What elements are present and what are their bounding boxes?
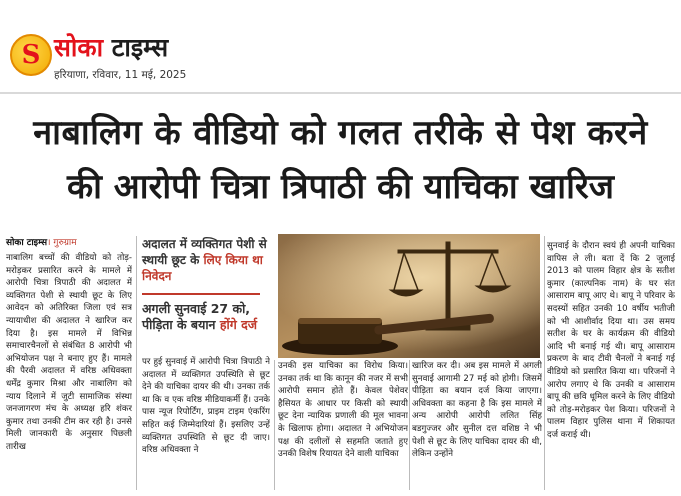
- article-column-2: पर हुई सुनवाई में आरोपी चित्रा त्रिपाठी ने अदालत में व्यक्तिगत उपस्थिति से छूट देने की याचिका दायर की थी। उनका तर्क था कि व एक वरिष्ठ मीडियाकर्मी हैं। उनके पास न्यूज रिपोर्टिंग, प्राइम टाइम एंकरिंग सहित कई जिम्मेदारियां हैं। इसलिए उन्हें व्यक्तिगत उपस्थिति से छूट दी जाए। वरिष्ठ अधिवक्ता ने: [142, 357, 270, 456]
- column-divider: [544, 236, 545, 490]
- headline-line-1: नाबालिग के वीडियो को गलत तरीके से पेश करने: [33, 113, 648, 153]
- article-column-5: सुनवाई के दौरान स्वयं ही अपनी याचिका वापिस ले ली। बता दें कि 2 जुलाई 2013 को पालम विहार क्षेत्र के सतीश कुमार (काल्पनिक नाम) के घर संत आसाराम बापू आए थे। बापू ने परिवार के सदस्यों सहित उनकी 10 वर्षीय भतीजी को भी आशीर्वाद दिया था। उस समय सतीश के घर के कार्यक्रम की वीडियो आदि भी बनाई गई थी। बापू आसाराम प्रकरण के बाद टीवी चैनलों ने बनाई गई वीडियो को प्रसारित किया था। परिजनों ने आरोप लगाए थे कि उनकी व आसाराम बापू की छवि धूमिल करने के लिए वीडियो को तोड़-मरोड़कर पेश किया। परिजनों ने पालम विहार पुलिस थाना में शिकायत दर्ज कराई थी।: [547, 241, 675, 440]
- dateline: हरियाणा, रविवार, 11 मई, 2025: [54, 69, 187, 81]
- article-column-1: नाबालिग बच्चों की वीडियो को तोड़-मरोड़कर प्रसारित करने के मामले में आरोपी चित्रा त्रिपाठी की अदालत में व्यक्तिगत पेशी से स्थायी छूट के लिए आवेदन को अतिरिक्त जिला एवं सत्र न्यायाधीश की अदालत ने खारिज कर दिया है। इस मामले में विभिन्न समाचारचैनलों से संबंधित 8 आरोपी भी अभियोजन पक्ष ने बनाए हुए हैं। मामले की पैरवी अदालत में वरिष्ठ अधिवक्ता धर्मेंद्र कुमार मिश्रा और नाबालिग को न्याय दिलाने में जुटी सामाजिक संस्था जनजागरण मंच के अध्यक्ष हरि शंकर कुमार तथा उनकी टीम कर रही है। उनसे मिली जानकारी के अनुसार पिछली तारीख: [6, 253, 132, 452]
- newspaper-name: [54, 30, 168, 64]
- scales-of-justice-illustration: [278, 234, 540, 358]
- column-divider: [409, 360, 410, 490]
- logo-letter: S: [21, 40, 41, 70]
- headline-line-2: की आरोपी चित्रा त्रिपाठी की याचिका खारिज: [66, 167, 615, 207]
- newspaper-name-rest: टाइम्स: [103, 33, 169, 62]
- sidebar-highlight-emphasis: लिए किया था निवेदन: [142, 253, 263, 283]
- sidebar-subhead-text: अगली सुनवाई 27 को, पीड़िता के बयान: [142, 301, 251, 332]
- newspaper-name-accent: सोका: [54, 33, 104, 62]
- sidebar-subhead-emphasis: होंगे दर्ज: [219, 317, 258, 332]
- masthead-divider: [0, 92, 681, 94]
- article-column-4: खारिज कर दी। अब इस मामले में अगली सुनवाई आगामी 27 मई को होगी। जिसमें पीड़िता का बयान दर्ज किया जाएगा। अधिवक्ता का कहना है कि इस मामले में अन्य आरोपी आरोपी ललित सिंह बडगुज्जर और सुनील दत्त वशिष्ठ ने भी पेशी से छूट के लिए याचिका दायर की थी, लेकिन उन्होंने: [412, 361, 542, 460]
- byline-source: सोका टाइम्स: [6, 238, 48, 248]
- byline-place: गुरुग्राम: [53, 238, 77, 248]
- masthead: [0, 0, 681, 92]
- sidebar-highlight-text: अदालत में व्यक्तिगत पेशी से स्थायी छूट के: [142, 237, 267, 267]
- byline-separator: ।: [47, 238, 54, 248]
- article-column-3: उनकी इस याचिका का विरोध किया। उनका तर्क था कि कानून की नजर में सभी आरोपी समान होते हैं। केवल पेशेवर हैसियत के आधार पर किसी को स्थायी छूट देना न्यायिक प्रणाली की मूल भावना के खिलाफ होगा। अदालत ने अभियोजन पक्ष की दलीलों से सहमति जताते हुए उनकी विशेष रियायत देने वाली याचिका: [278, 361, 408, 460]
- column-divider: [274, 360, 275, 490]
- newspaper-logo: [10, 34, 52, 76]
- column-divider: [136, 236, 137, 490]
- justice-photo: [278, 234, 540, 358]
- sidebar-rule: [142, 293, 260, 295]
- byline: [6, 235, 77, 248]
- sidebar-highlight: [142, 236, 272, 284]
- sidebar-subhead: [142, 301, 272, 333]
